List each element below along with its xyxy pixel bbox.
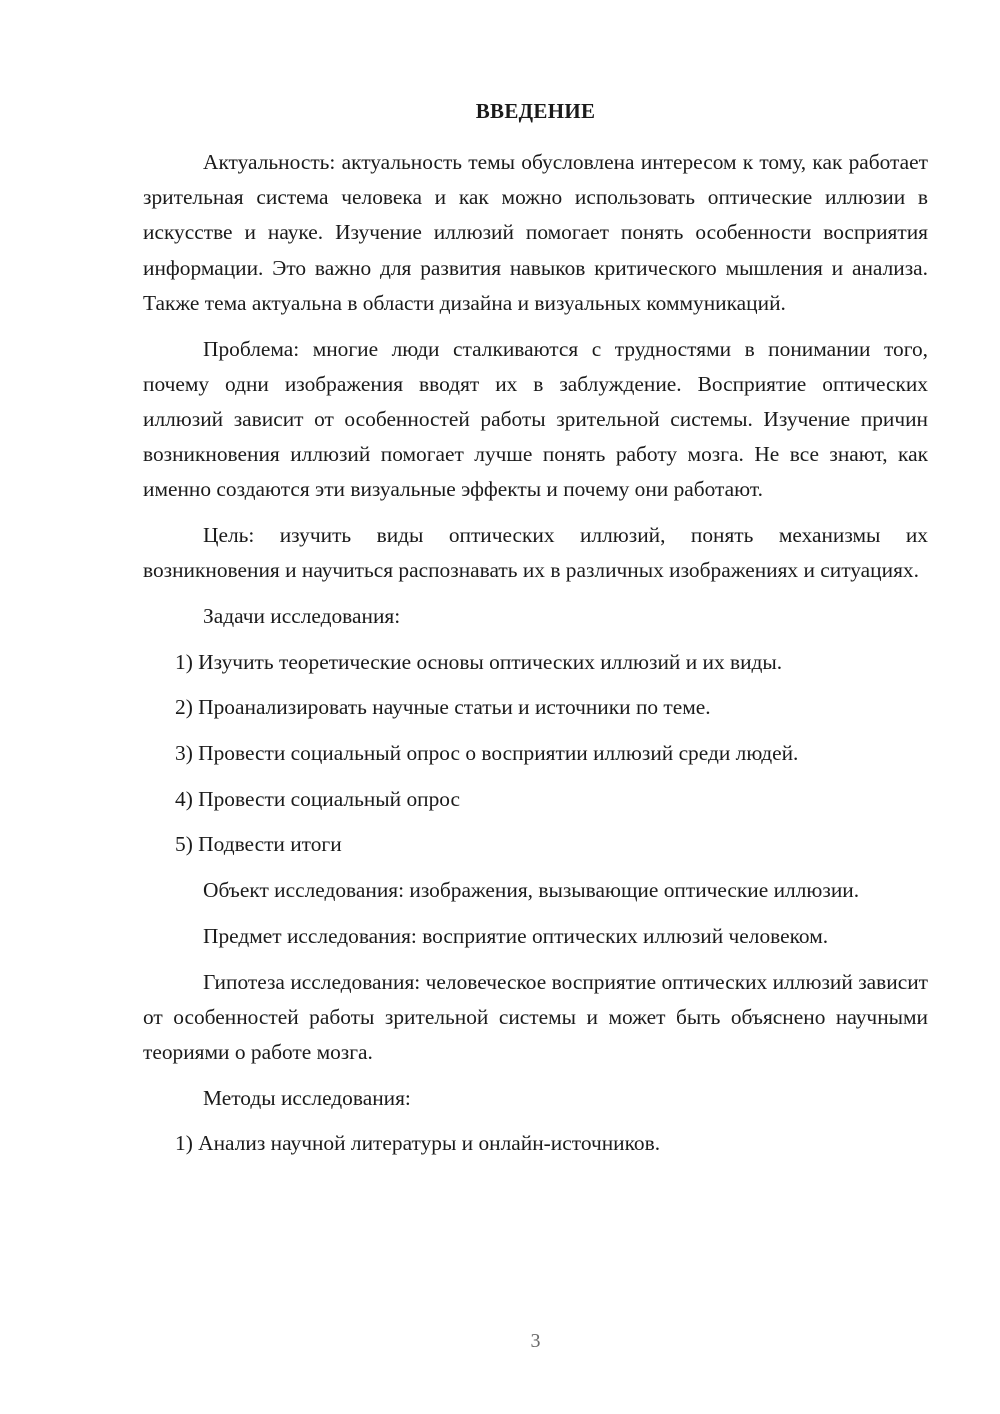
paragraph-object: Объект исследования: изображения, вызывающие оптические иллюзии. [203, 878, 860, 903]
paragraph-goal: Цель: изучить виды оптических иллюзий, понять механизмы их возникновения и научиться распознавать их в различных изображениях и ситуациях. [143, 523, 928, 583]
task-item: 3) Провести социальный опрос о восприятии иллюзий среди людей. [175, 741, 799, 766]
paragraph-tasks-title: Задачи исследования: [203, 603, 401, 628]
task-item: 4) Провести социальный опрос [175, 786, 461, 811]
paragraph-subject: Предмет исследования: восприятие оптических иллюзий человеком. [203, 923, 829, 948]
method-item: 1) Анализ научной литературы и онлайн-источников. [175, 1131, 661, 1156]
paragraph-relevance: Актуальность: актуальность темы обусловлена интересом к тому, как работает зрительная система человека и как можно использовать оптические иллюзии в искусстве и науке. Изучение иллюзий помогает понять особенности восприятия информации. Это важно для развития навыков критического мышления и анализа. Также тема актуальна в области дизайна и визуальных коммуникаций. [143, 150, 928, 315]
task-item: 1) Изучить теоретические основы оптических иллюзий и их виды. [175, 649, 783, 674]
document-page [143, 0, 928, 1414]
section-heading: ВВЕДЕНИЕ [475, 99, 596, 123]
document-body [143, 145, 928, 1172]
task-item: 2) Проанализировать научные статьи и источники по теме. [175, 695, 711, 720]
paragraph-methods-title: Методы исследования: [203, 1085, 411, 1110]
paragraph-hypothesis: Гипотеза исследования: человеческое восприятие оптических иллюзий зависит от особенностей работы зрительной системы и может быть объяснено научными теориями о работе мозга. [143, 969, 928, 1064]
page-number: 3 [530, 1330, 541, 1352]
paragraph-problem: Проблема: многие люди сталкиваются с трудностями в понимании того, почему одни изображения вводят их в заблуждение. Восприятие оптических иллюзий зависит от особенностей работы зрительной системы. Изучение причин возникновения иллюзий помогает лучше понять работу мозга. Не все знают, как именно создаются эти визуальные эффекты и почему они работают. [143, 336, 928, 502]
task-item: 5) Подвести итоги [175, 832, 342, 857]
